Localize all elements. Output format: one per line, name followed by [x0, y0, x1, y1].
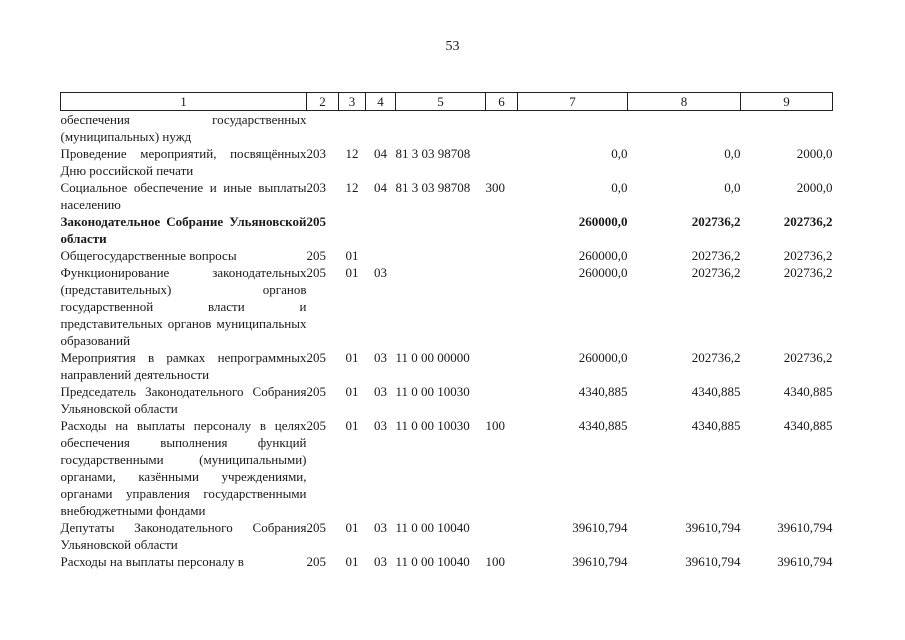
code-6-cell: 100 — [485, 554, 505, 569]
value-7-cell: 39610,794 — [572, 520, 628, 535]
column-header-9: 9 — [741, 93, 833, 111]
value-9-cell: 202736,2 — [783, 265, 833, 280]
value-8-cell: 39610,794 — [685, 554, 741, 569]
code-5-cell: 81 3 03 98708 — [395, 180, 471, 195]
code-2-cell: 205 — [306, 265, 326, 280]
value-9-cell: 2000,0 — [796, 180, 833, 195]
code-3-cell — [339, 213, 366, 247]
code-5-cell: 11 0 00 10030 — [395, 418, 470, 433]
value-9-cell: 202736,2 — [783, 350, 833, 365]
code-6-cell — [486, 383, 518, 417]
table-row — [61, 179, 833, 213]
code-5-cell: 11 0 00 10030 — [395, 384, 470, 399]
row-name-cell: Расходы на выплаты персоналу в — [60, 554, 244, 569]
value-8-cell: 202736,2 — [691, 265, 741, 280]
code-3-cell: 01 — [345, 418, 359, 433]
code-3-cell: 12 — [345, 146, 359, 161]
code-4-cell — [366, 111, 396, 146]
code-6-cell: 300 — [485, 180, 505, 195]
code-6-cell — [486, 213, 518, 247]
table-row — [61, 145, 833, 179]
value-8-cell: 4340,885 — [691, 384, 741, 399]
code-2-cell: 203 — [306, 180, 326, 195]
table-row — [61, 553, 833, 570]
value-7-cell: 260000,0 — [578, 248, 628, 263]
value-7-cell: 4340,885 — [578, 418, 628, 433]
budget-table — [60, 92, 833, 570]
row-name-cell: Мероприятия в рамках непрограммных направлений деятельности — [60, 350, 307, 382]
code-4-cell: 04 — [374, 180, 387, 195]
value-9-cell — [741, 111, 833, 146]
value-7-cell: 260000,0 — [578, 214, 628, 229]
value-8-cell: 0,0 — [724, 180, 741, 195]
code-6-cell — [486, 145, 518, 179]
table-row — [61, 349, 833, 383]
code-6-cell — [486, 349, 518, 383]
code-2-cell: 205 — [306, 350, 326, 365]
value-9-cell: 2000,0 — [796, 146, 833, 161]
code-3-cell: 01 — [345, 520, 359, 535]
column-header-3: 3 — [339, 93, 366, 111]
row-name-cell: Председатель Законодательного Собрания Ульяновской области — [60, 384, 307, 416]
code-6-cell — [486, 247, 518, 264]
code-3-cell: 12 — [345, 180, 359, 195]
column-header-4: 4 — [366, 93, 396, 111]
code-5-cell: 11 0 00 10040 — [395, 554, 470, 569]
table-row — [61, 519, 833, 553]
code-6-cell — [486, 264, 518, 349]
value-7-cell: 39610,794 — [572, 554, 628, 569]
column-header-7: 7 — [518, 93, 628, 111]
code-4-cell: 03 — [374, 418, 387, 433]
code-5-cell: 11 0 00 10040 — [395, 520, 470, 535]
code-4-cell: 03 — [374, 350, 387, 365]
code-4-cell — [366, 213, 396, 247]
value-9-cell: 39610,794 — [777, 520, 833, 535]
code-4-cell: 03 — [374, 265, 387, 280]
table-row — [61, 111, 833, 146]
code-3-cell: 01 — [345, 554, 359, 569]
value-8-cell: 202736,2 — [691, 350, 741, 365]
value-7-cell: 260000,0 — [578, 265, 628, 280]
code-4-cell: 03 — [374, 520, 387, 535]
code-2-cell: 205 — [306, 554, 326, 569]
code-3-cell: 01 — [345, 350, 359, 365]
row-name-cell: Общегосударственные вопросы — [60, 248, 237, 263]
value-8-cell: 4340,885 — [691, 418, 741, 433]
code-6-cell — [486, 111, 518, 146]
code-5-cell: 81 3 03 98708 — [395, 146, 471, 161]
value-8-cell — [628, 111, 741, 146]
value-7-cell — [518, 111, 628, 146]
code-3-cell — [339, 111, 366, 146]
code-4-cell: 03 — [374, 384, 387, 399]
value-9-cell: 4340,885 — [783, 384, 833, 399]
code-2-cell: 205 — [306, 418, 326, 433]
table-row — [61, 264, 833, 349]
column-header-2: 2 — [307, 93, 339, 111]
table-row — [61, 383, 833, 417]
value-9-cell: 39610,794 — [777, 554, 833, 569]
column-header-1: 1 — [61, 93, 307, 111]
value-7-cell: 4340,885 — [578, 384, 628, 399]
code-5-cell — [396, 213, 486, 247]
code-5-cell — [396, 264, 486, 349]
code-2-cell: 205 — [306, 214, 326, 229]
code-2-cell: 205 — [306, 520, 326, 535]
row-name-cell: Расходы на выплаты персоналу в целях обеспечения выполнения функций государственными (муниципальными) органами, казёнными учреждениями, органами управления государственными внебюджетными фондами — [60, 418, 307, 518]
value-8-cell: 202736,2 — [691, 248, 741, 263]
code-3-cell: 01 — [345, 265, 359, 280]
code-5-cell: 11 0 00 00000 — [395, 350, 470, 365]
code-2-cell: 205 — [306, 248, 326, 263]
code-3-cell: 01 — [345, 248, 359, 263]
row-name-cell: Депутаты Законодательного Собрания Ульяновской области — [60, 520, 307, 552]
row-name-cell: Социальное обеспечение и иные выплаты населению — [60, 180, 307, 212]
code-4-cell: 04 — [374, 146, 387, 161]
value-9-cell: 4340,885 — [783, 418, 833, 433]
code-2-cell — [307, 111, 339, 146]
table-row — [61, 417, 833, 519]
code-4-cell: 03 — [374, 554, 387, 569]
code-5-cell — [396, 247, 486, 264]
table-row — [61, 213, 833, 247]
column-header-6: 6 — [486, 93, 518, 111]
code-3-cell: 01 — [345, 384, 359, 399]
value-8-cell: 202736,2 — [691, 214, 741, 229]
code-5-cell — [396, 111, 486, 146]
code-2-cell: 205 — [306, 384, 326, 399]
column-header-5: 5 — [396, 93, 486, 111]
value-9-cell: 202736,2 — [783, 214, 833, 229]
value-8-cell: 0,0 — [724, 146, 741, 161]
value-7-cell: 0,0 — [611, 146, 628, 161]
code-4-cell — [366, 247, 396, 264]
column-header-8: 8 — [628, 93, 741, 111]
header-row — [61, 93, 833, 111]
code-6-cell: 100 — [485, 418, 505, 433]
table-row — [61, 247, 833, 264]
value-7-cell: 260000,0 — [578, 350, 628, 365]
value-9-cell: 202736,2 — [783, 248, 833, 263]
row-name-cell: Проведение мероприятий, посвящённых Дню российской печати — [60, 146, 307, 178]
row-name-cell: Законодательное Собрание Ульяновской области — [60, 214, 307, 246]
code-6-cell — [486, 519, 518, 553]
row-name-cell: обеспечения государственных (муниципальных) нужд — [60, 112, 307, 144]
row-name-cell: Функционирование законодательных (представительных) органов государственной власти и представительных органов муниципальных образований — [60, 265, 307, 348]
value-8-cell: 39610,794 — [685, 520, 741, 535]
code-2-cell: 203 — [306, 146, 326, 161]
value-7-cell: 0,0 — [611, 180, 628, 195]
page-number: 53 — [445, 39, 460, 54]
